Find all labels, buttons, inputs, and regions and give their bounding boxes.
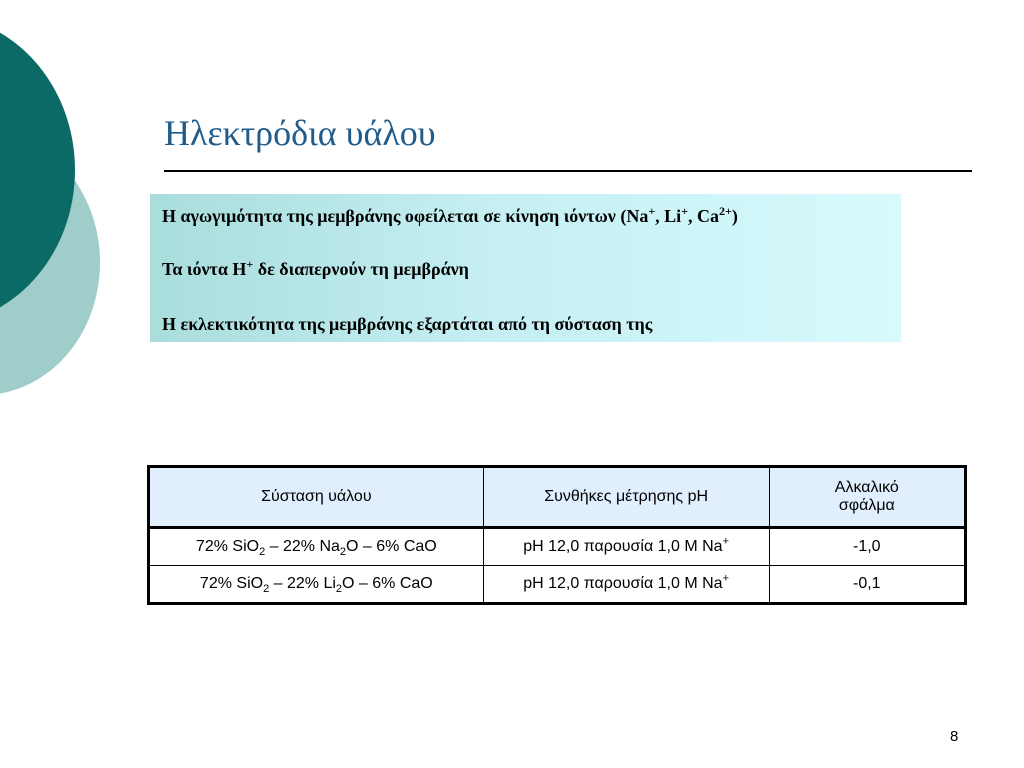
bullet-box (150, 194, 901, 342)
bullet-text: Η αγωγιμότητα της μεμβράνης οφείλεται σε κίνηση ιόντων (Na (162, 206, 649, 226)
header-conditions: Συνθήκες μέτρησης pH (483, 467, 769, 528)
superscript: 2+ (719, 204, 732, 218)
table-header-row (149, 467, 966, 528)
bullet-text: Τα ιόντα Η (162, 259, 247, 279)
table-row (149, 528, 966, 566)
bullet-text: Η εκλεκτικότητα της μεμβράνης εξαρτάται από τη σύσταση της (162, 314, 653, 334)
cell-conditions: pH 12,0 παρουσία 1,0 M Na+ (483, 528, 769, 566)
bullet-text: , Ca (688, 206, 720, 226)
cell-conditions: pH 12,0 παρουσία 1,0 M Na+ (483, 566, 769, 604)
bullet-text: ) (731, 206, 738, 226)
superscript: + (246, 257, 254, 271)
table-row (149, 566, 966, 604)
bullet-conductivity (162, 206, 738, 227)
header-composition: Σύσταση υάλου (149, 467, 484, 528)
header-alkaline-error: Αλκαλικό σφάλμα (769, 467, 965, 528)
bullet-text: , Li (655, 206, 682, 226)
cell-error: -0,1 (769, 566, 965, 604)
cell-error: -1,0 (769, 528, 965, 566)
cell-composition: 72% SiO$_2$ – 22% $Li_2O - 6\%$ CaO (149, 566, 484, 604)
glass-composition-table (147, 465, 967, 605)
superscript: + (681, 204, 689, 218)
superscript: + (648, 204, 656, 218)
bullet-h-ions (162, 259, 469, 280)
bullet-selectivity (162, 314, 652, 335)
slide-number: 8 (950, 728, 959, 745)
bullet-text: δε διαπερνούν τη μεμβράνη (253, 259, 469, 279)
cell-composition: 72% SiO$_2$ – 22% $Na_2O - 6\%$ CaO (149, 528, 484, 566)
slide-title: Ηλεκτρόδια υάλου (164, 113, 436, 153)
title-underline (164, 170, 972, 172)
